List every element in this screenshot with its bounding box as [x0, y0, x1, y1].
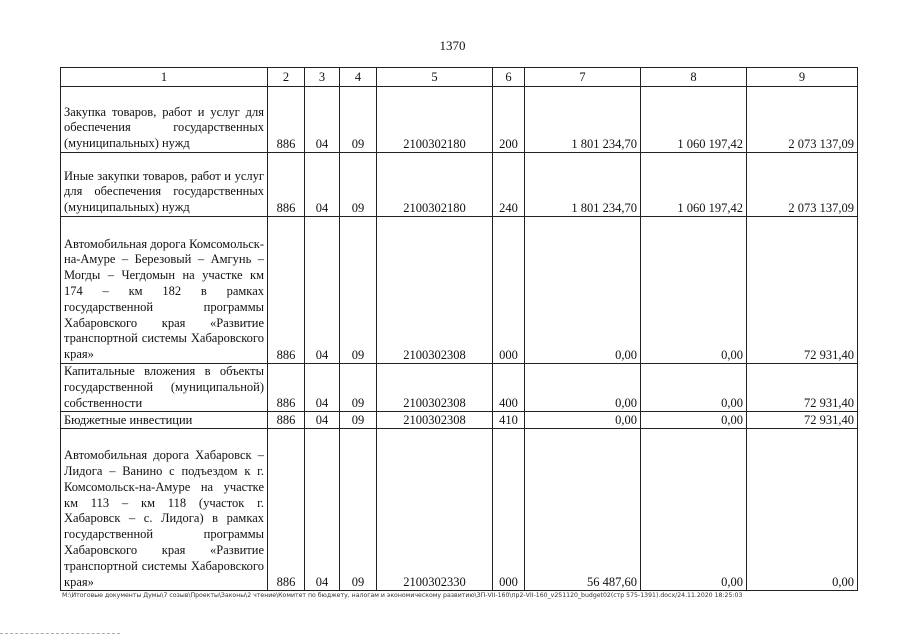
row-ministry-code: 886	[268, 364, 305, 412]
table-row	[61, 412, 858, 429]
col-header-7: 7	[525, 68, 641, 87]
row-subsection: 09	[340, 429, 377, 591]
header-row	[61, 68, 858, 87]
row-subsection: 09	[340, 364, 377, 412]
row-subsection: 09	[340, 412, 377, 429]
row-amount-1: 0,00	[525, 217, 641, 364]
row-ministry-code: 886	[268, 87, 305, 153]
table-row	[61, 217, 858, 364]
row-section: 04	[305, 87, 340, 153]
row-subsection: 09	[340, 217, 377, 364]
row-name: Закупка товаров, работ и услуг для обеспечения государственных (муниципальных) нужд	[61, 87, 268, 153]
row-name: Иные закупки товаров, работ и услуг для обеспечения государственных (муниципальных) нужд	[61, 153, 268, 217]
row-amount-3: 72 931,40	[747, 412, 858, 429]
row-target-article: 2100302330	[377, 429, 493, 591]
row-ministry-code: 886	[268, 153, 305, 217]
col-header-2: 2	[268, 68, 305, 87]
row-amount-2: 0,00	[641, 429, 747, 591]
row-target-article: 2100302180	[377, 87, 493, 153]
table-row	[61, 87, 858, 153]
col-header-9: 9	[747, 68, 858, 87]
col-header-5: 5	[377, 68, 493, 87]
row-target-article: 2100302180	[377, 153, 493, 217]
row-amount-2: 0,00	[641, 412, 747, 429]
page-number: 1370	[439, 38, 466, 53]
row-amount-2: 1 060 197,42	[641, 87, 747, 153]
table-row	[61, 153, 858, 217]
row-subsection: 09	[340, 153, 377, 217]
row-amount-3: 0,00	[747, 429, 858, 591]
row-amount-3: 72 931,40	[747, 217, 858, 364]
page-edge-divider	[0, 633, 120, 634]
row-amount-1: 0,00	[525, 412, 641, 429]
row-amount-1: 1 801 234,70	[525, 87, 641, 153]
row-ministry-code: 886	[268, 412, 305, 429]
row-target-article: 2100302308	[377, 364, 493, 412]
table-row	[61, 364, 858, 412]
row-name: Автомобильная дорога Комсомольск-на-Амуре – Березовый – Амгунь – Могды – Чегдомын на участке км 174 – км 182 в рамках государственной программы Хабаровского края «Развитие транспортной системы Хабаровского края»	[61, 217, 268, 364]
row-amount-1: 56 487,60	[525, 429, 641, 591]
col-header-1: 1	[61, 68, 268, 87]
row-expense-type: 000	[493, 217, 525, 364]
col-header-3: 3	[305, 68, 340, 87]
row-amount-2: 0,00	[641, 217, 747, 364]
table-row	[61, 429, 858, 591]
row-name: Бюджетные инвестиции	[61, 412, 268, 429]
row-ministry-code: 886	[268, 429, 305, 591]
row-section: 04	[305, 429, 340, 591]
col-header-4: 4	[340, 68, 377, 87]
row-target-article: 2100302308	[377, 412, 493, 429]
row-expense-type: 400	[493, 364, 525, 412]
row-expense-type: 410	[493, 412, 525, 429]
col-header-6: 6	[493, 68, 525, 87]
row-amount-1: 0,00	[525, 364, 641, 412]
row-amount-2: 1 060 197,42	[641, 153, 747, 217]
row-target-article: 2100302308	[377, 217, 493, 364]
col-header-8: 8	[641, 68, 747, 87]
row-amount-2: 0,00	[641, 364, 747, 412]
row-expense-type: 240	[493, 153, 525, 217]
row-amount-1: 1 801 234,70	[525, 153, 641, 217]
row-amount-3: 2 073 137,09	[747, 153, 858, 217]
row-name: Капитальные вложения в объекты государственной (муниципальной) собственности	[61, 364, 268, 412]
row-section: 04	[305, 412, 340, 429]
row-section: 04	[305, 153, 340, 217]
budget-table	[60, 67, 858, 591]
row-expense-type: 000	[493, 429, 525, 591]
row-amount-3: 72 931,40	[747, 364, 858, 412]
row-name: Автомобильная дорога Хабаровск – Лидога – Ванино с подъездом к г. Комсомольск-на-Амуре на участке км 113 – км 118 (участок г. Хабаровск – с. Лидога) в рамках государственной программы Хабаровского края «Развитие транспортной системы Хабаровского края»	[61, 429, 268, 591]
row-subsection: 09	[340, 87, 377, 153]
row-expense-type: 200	[493, 87, 525, 153]
row-section: 04	[305, 217, 340, 364]
row-amount-3: 2 073 137,09	[747, 87, 858, 153]
row-ministry-code: 886	[268, 217, 305, 364]
file-path-footer: M:\Итоговые документы Думы\7 созыв\Проекты\Законы\2 чтение\Комитет по бюджету, налогам и экономическому развитию\ЗП-VII-160\пр2-VII-160_v251120_budget02(стр 575-1391).docx/24.11.2020 18:25:03	[62, 592, 743, 599]
row-section: 04	[305, 364, 340, 412]
